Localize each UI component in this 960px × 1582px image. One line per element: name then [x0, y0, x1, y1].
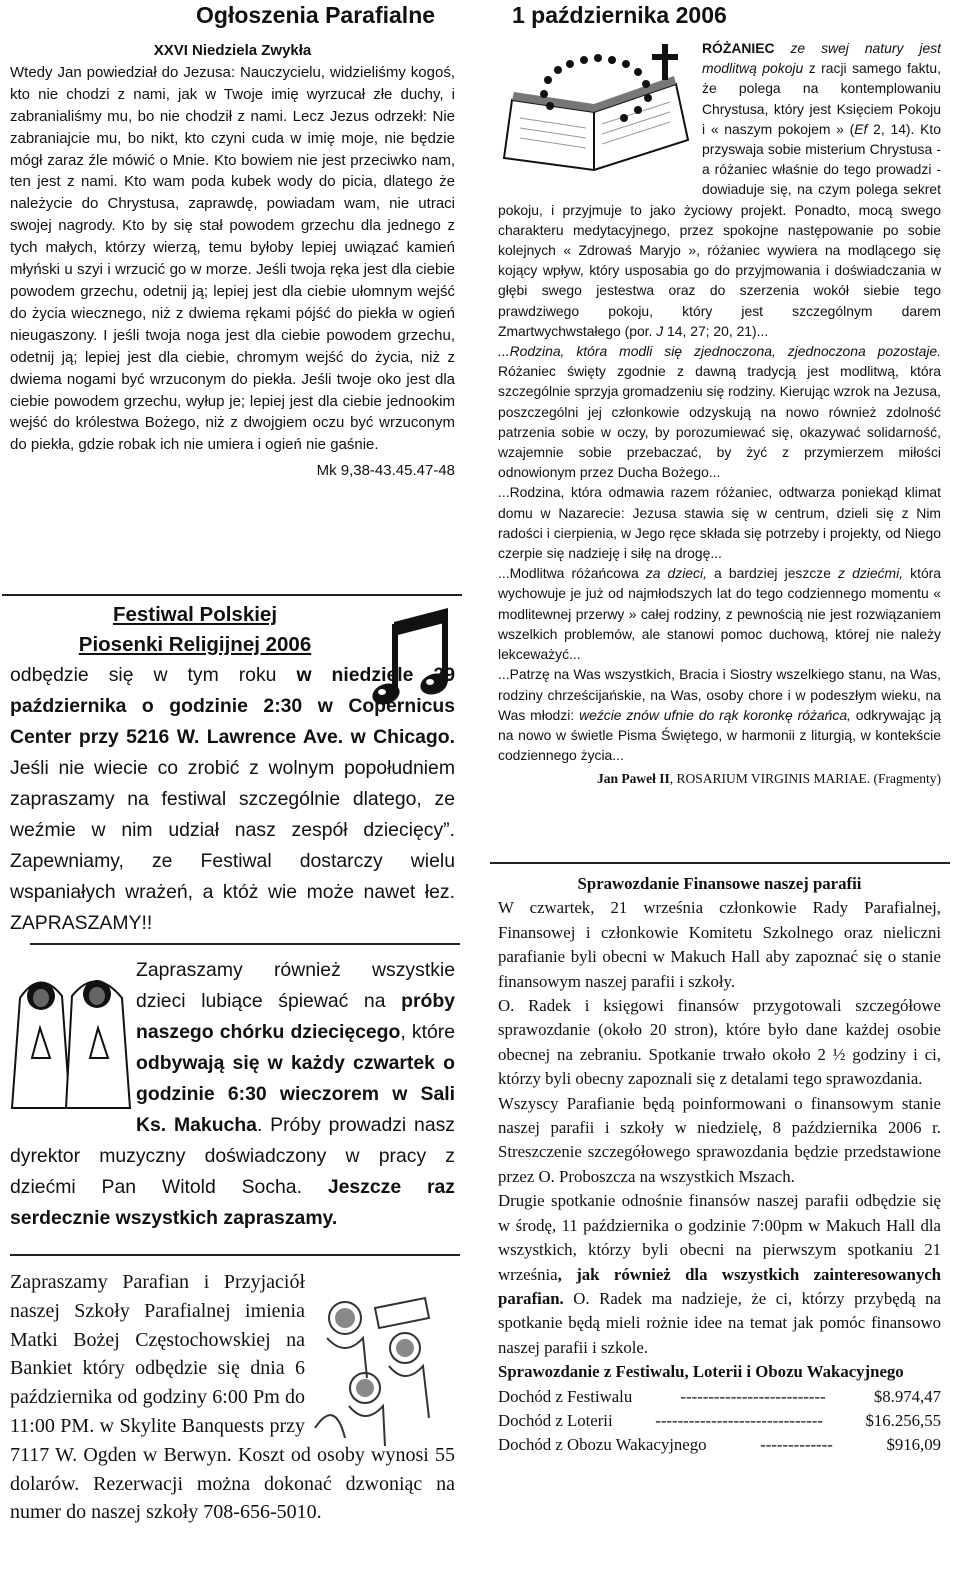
page-date: 1 października 2006 — [512, 2, 727, 28]
rosary-paragraph: ...Patrzę na Was wszystkich, Bracia i Siostry wszelkiego stanu, na Was, rodziny chrześcijańskie, na Was, osoby chore i w podeszłym wieku, na Was młodzi: weźcie znów ufnie do rąk koronkę różańca, odkrywając ją na nowo w świetle Pisma Świętego, w harmonii z liturgią, w kontekście codziennego życia... — [498, 666, 941, 764]
float-spacer — [10, 955, 136, 1115]
finance-paragraph: Wszyscy Parafianie będą poinformowani o finansowym stanie naszej parafii i szkoły w niedzielę, 8 października 2006 r. Streszczenie szczegółowego sprawozdania będzie przedstawione przez O. Proboszcza na wszystkich Mszach. — [498, 1093, 941, 1186]
festival-section — [10, 600, 455, 939]
divider — [490, 862, 950, 864]
income-value: $16.256,55 — [865, 1410, 941, 1430]
float-spacer — [498, 38, 702, 188]
finance-subheading: Sprawozdanie z Festiwalu, Loterii i Obozu Wakacyjnego — [498, 1362, 904, 1382]
rosary-paragraph: ...Rodzina, która odmawia razem różaniec, odtwarza poniekąd klimat domu w Nazarecie: Jezusa stawia się w centrum, dzieli się z Nim radości i cierpienia, w Jego ręce składa się potrzeby i projekty, od Niego czerpie się nadzieję i siłę na drogę... — [498, 484, 941, 562]
gospel-section — [10, 40, 455, 482]
rosary-paragraph: ...Rodzina, która modli się zjednoczona, zjednoczona pozostaje. Różaniec święty zgodnie z dawną tradycją jest modlitwą, która szczególnie sprzyja gromadzeniu się rodziny. Kierując wzrok na Jezusa, poszczególni jej członkowie odzyskują na nowo również zdolność patrzenia sobie w oczy, by porozumiewać się, okazywać solidarność, wzajemnie sobie przebaczać, by żyć z przymierzem miłości odnowionym przez Ducha Bożego... — [498, 343, 941, 481]
festival-title-line-2: Piosenki Religijnej 2006 — [78, 633, 312, 656]
rosary-section — [498, 38, 941, 790]
banquet-section — [10, 1268, 455, 1527]
income-row: Dochód z Obozu Wakacyjnego ------------- $916,09 — [498, 1433, 941, 1457]
gospel-reference: Mk 9,38-43.45.47-48 — [316, 462, 455, 480]
finance-paragraph: Drugie spotkanie odnośnie finansów naszej parafii odbędzie się w środę, 11 października o godzinie 7:00pm w Makuch Hall dla wszystkich, którzy byli obecni na pierwszym spotkaniu 21 września, jak również dla wszystkich zainteresowanych parafian. O. Radek ma nadzieje, że ci, którzy przybędą na spotkanie będą mieli rożnie idee na temat jak pomóc finansowo naszej parafii i szkole. — [498, 1191, 941, 1357]
finance-paragraph: W czwartek, 21 września członkowie Rady Parafialnej, Finansowej i członkowie Komitetu Szkolnego oraz nieliczni parafianie byli obecni w Makuch Hall aby zapoznać się o stanie finansowym naszej parafii i szkoły. — [498, 898, 941, 991]
income-value: $8.974,47 — [873, 1386, 941, 1406]
choir-section: Zapraszamy również wszystkie dzieci lubiące śpiewać na próby naszego chórku dziecięcego, które odbywają się w każdy czwartek o godzinie 6:30 wieczorem w Sali Ks. Makucha. Próby prowadzi nasz dyrektor muzyczny doświadczony w pracy z dziećmi Pan Witold Socha. Jeszcze raz serdecznie wszystkich zapraszamy. — [10, 955, 455, 1234]
festival-event-details: w niedziele 29 października o godzinie 2:30 w Copernicus Center przy 5216 W. Lawrence Ave. w Chicago. — [10, 664, 455, 748]
gospel-heading: XXVI Niedziela Zwykła — [153, 42, 312, 59]
divider — [2, 594, 462, 596]
finance-paragraph: O. Radek i księgowi finansów przygotowali szczegółowe sprawozdanie (około 20 stron), które było dane każdej osobie obecnej na zebraniu. Spotkanie trwało około 2 ½ godziny i ci, którzy byli obecny zapoznali się z detalami tego sprawozdania. — [498, 996, 941, 1089]
rosary-paragraph: RÓŻANIEC ze swej natury jest modlitwą pokoju z racji samego faktu, że polega na kontemplowaniu Chrystusa, który jest Księciem Pokoju i « naszym pokojem » (Ef 2, 14). Kto przyswaja sobie misterium Chrystusa - a różaniec właśnie do tego prowadzi - dowiaduje się, na czym polega sekret pokoju, i przyjmuje to jako życiowy projekt. Ponadto, mocą swego charakteru medytacyjnego, przez spokojne następowanie po sobie kolejnych « Zdrowaś Maryjo », różaniec wywiera na modlącego się kojący wpływ, który usposabia go do przyjmowania i doświadczania w głębi swego jestestwa oraz do szerzenia wokół siebie tego prawdziwego pokoju, który jest szczególnym darem Zmartwychwstałego (por. J 14, 27; 20, 21)... — [498, 40, 941, 339]
gospel-text: Wtedy Jan powiedział do Jezusa: Nauczycielu, widzieliśmy kogoś, kto nie chodzi z nami, jak w Twoje imię wyrzucał złe duchy, i zabranialiśmy mu, bo nie chodził z nami. Lecz Jezus odrzekł: Nie zabraniajcie mu, bo nikt, kto czyni cuda w imię moje, nie będzie mógł zaraz źle mówić o Mnie. Kto bowiem nie jest przeciwko nam, ten jest z nami. Kto wam poda kubek wody do picia, dlatego że należycie do Chrystusa, zaprawdę, powiadam wam, nie utraci swojej nagrody. Kto by się stał powodem grzechu dla jednego z tych małych, którzy wierzą, temu byłoby lepiej uwiązać kamień młyński u szyi i wrzucić go w morze. Jeśli twoja ręka jest dla ciebie powodem grzechu, odetnij ją; lepiej jest dla ciebie ułomnym wejść do życia wiecznego, niż z dwiema rękami pójść do piekła w ogień nieugaszony. I jeśli twoja noga jest dla ciebie powodem grzechu, odetnij ją; lepiej jest dla ciebie, chromym wejść do życia, niż z dwiema nogami być wrzuconym do piekła. Jeśli twoje oko jest dla ciebie powodem grzechu, wyłup je; lepiej jest dla ciebie jednookim wejść do królestwa Bożego, niż z dwojgiem oczu być wrzuconym do piekła, gdzie robak ich nie umiera i ogień nie gaśnie. — [10, 63, 455, 454]
finance-section — [498, 872, 941, 1458]
rosary-signature: Jan Paweł II, ROSARIUM VIRGINIS MARIAE. (Fragmenty) — [596, 771, 941, 787]
float-spacer — [305, 1268, 455, 1436]
divider — [10, 1254, 460, 1256]
finance-heading: Sprawozdanie Finansowe naszej parafii — [577, 874, 862, 893]
banquet-text: Zapraszamy Parafian i Przyjaciół naszej Szkoły Parafialnej imienia Matki Bożej Częstochowskiej na Bankiet który odbędzie się dnia 6 października od godziny 6:00 Pm do 11:00 PM. w Skylite Banquests przy 7117 W. Ogden w Berwyn. Koszt od osoby wynosi 55 dolarów. Rezerwacji można dokonać dzwoniąc na numer do naszej szkoły 708-656-5010. — [10, 1271, 455, 1524]
page-title: Ogłoszenia Parafialne — [196, 2, 436, 28]
divider — [30, 943, 460, 945]
income-row: Dochód z Loterii ------------------------------ $16.256,55 — [498, 1409, 941, 1433]
festival-title-line-1: Festiwal Polskiej — [112, 603, 278, 626]
choir-schedule: odbywają się w każdy czwartek o godzinie 6:30 wieczorem w Sali Ks. Makucha — [136, 1052, 455, 1136]
income-row: Dochód z Festiwalu -------------------------- $8.974,47 — [498, 1385, 941, 1409]
rosary-paragraph: ...Modlitwa różańcowa za dzieci, a bardziej jeszcze z dziećmi, która wychowuje je już od najmłodszych lat do tego codziennego momentu « modlitewnej przerwy » całej rodziny, z pewnością nie jest rozwiązaniem wszelkich problemów, ale stanowi pomoc duchową, której nie należy lekceważyć... — [498, 565, 942, 663]
income-value: $916,09 — [886, 1435, 941, 1455]
festival-text: odbędzie się w tym roku w niedziele 29 października o godzinie 2:30 w Copernicus Center przy 5216 W. Lawrence Ave. w Chicago. Jeśli nie wiecie co zrobić z wolnym popołudniem zapraszamy na festiwal szczególnie dlatego, ze weźmie w nim udział nasz zespół dziecięcy”. Zapewniamy, ze Festiwal dostarczy wielu wspaniałych wrażeń, a któż wie może nawet łez. ZAPRASZAMY!! — [10, 664, 455, 934]
page-header — [0, 0, 960, 34]
